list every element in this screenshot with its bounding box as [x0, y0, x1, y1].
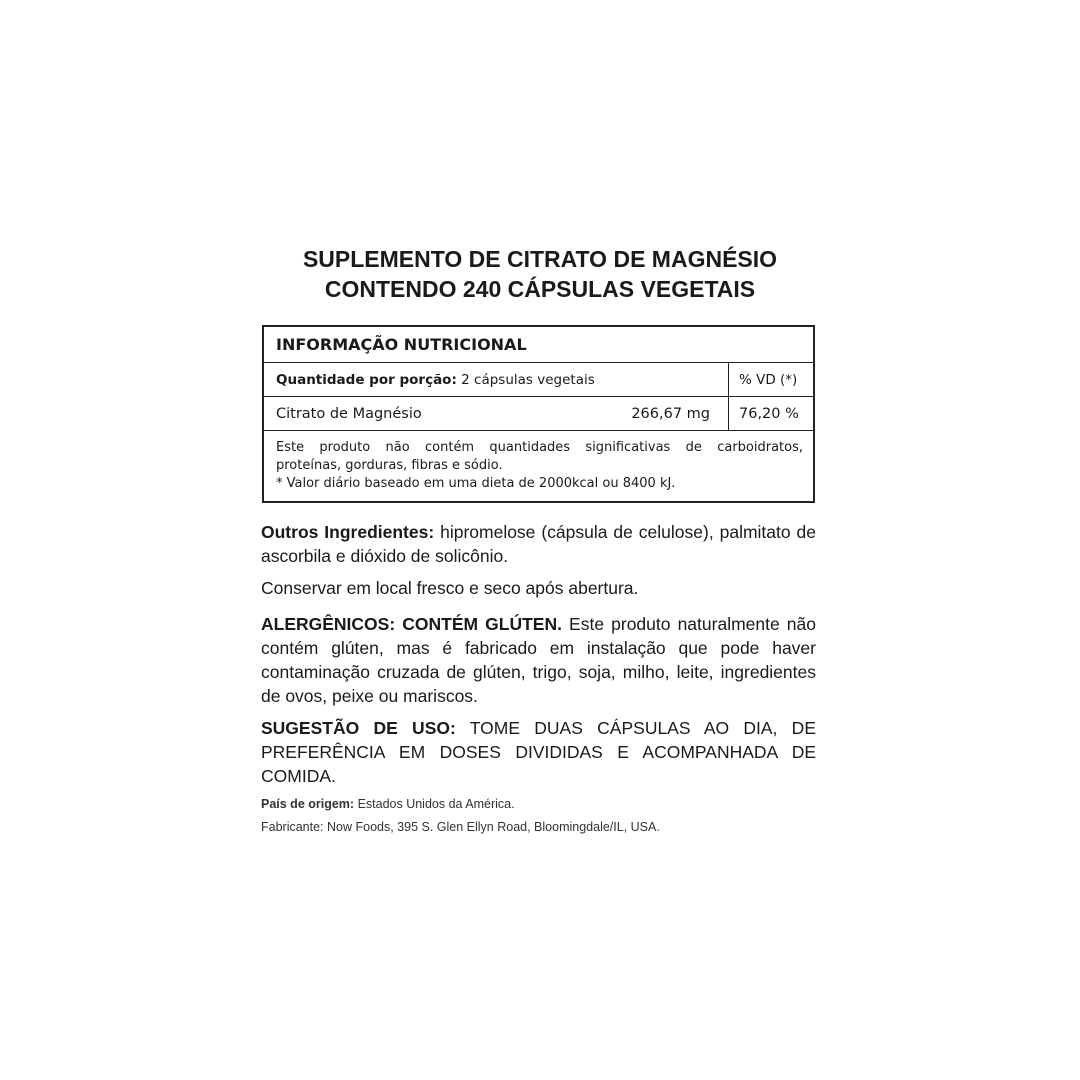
note-line-1: Este produto não contém quantidades significativas de carboidratos,	[276, 440, 803, 455]
nutrition-table-header: INFORMAÇÃO NUTRICIONAL	[264, 327, 813, 363]
allergens	[261, 612, 816, 708]
nutrient-amount: 266,67 mg	[631, 406, 710, 422]
usage-text: TOME DUAS CÁPSULAS AO DIA, DE PREFERÊNCIA EM DOSES DIVIDIDAS E ACOMPANHADA DE COMIDA.	[261, 718, 816, 786]
serving-row	[264, 363, 813, 397]
other-ingredients-text: hipromelose (cápsula de celulose), palmitato de ascorbila e dióxido de solicônio.	[261, 522, 817, 566]
vd-header: % VD (*)	[728, 363, 813, 396]
nutrition-facts-table	[262, 325, 815, 503]
serving-label: Quantidade por porção:	[276, 372, 457, 388]
note-line-2: proteínas, gorduras, fibras e sódio.	[276, 458, 503, 473]
allergens-label: ALERGÊNICOS: CONTÉM GLÚTEN.	[261, 614, 562, 634]
other-ingredients	[261, 520, 816, 568]
nutrition-note	[264, 431, 813, 501]
origin-label: País de origem:	[261, 797, 355, 811]
usage-suggestion	[261, 716, 816, 788]
origin-value: Estados Unidos da América.	[354, 797, 515, 811]
title-line-2: CONTENDO 240 CÁPSULAS VEGETAIS	[324, 276, 756, 302]
manufacturer-info: Fabricante: Now Foods, 395 S. Glen Ellyn Road, Bloomingdale/IL, USA.	[261, 820, 660, 834]
storage-instructions: Conservar em local fresco e seco após abertura.	[261, 578, 639, 598]
product-title	[0, 244, 1080, 304]
nutrient-row	[264, 397, 813, 431]
allergens-text: Este produto naturalmente não contém glúten, mas é fabricado em instalação que pode haver contaminação cruzada de glúten, trigo, soja, milho, leite, ingredientes de ovos, peixe ou mariscos.	[261, 614, 816, 706]
country-of-origin	[261, 796, 515, 812]
serving-value: 2 cápsulas vegetais	[456, 372, 595, 388]
serving-size	[276, 363, 595, 397]
nutrient-vd: 76,20 %	[728, 397, 813, 430]
other-ingredients-label: Outros Ingredientes:	[261, 522, 435, 542]
title-line-1: SUPLEMENTO DE CITRATO DE MAGNÉSIO	[302, 246, 778, 272]
note-line-3: * Valor diário baseado em uma dieta de 2000kcal ou 8400 kJ.	[276, 476, 676, 491]
usage-label: SUGESTÃO DE USO:	[261, 718, 456, 738]
nutrient-name: Citrato de Magnésio	[276, 406, 422, 422]
